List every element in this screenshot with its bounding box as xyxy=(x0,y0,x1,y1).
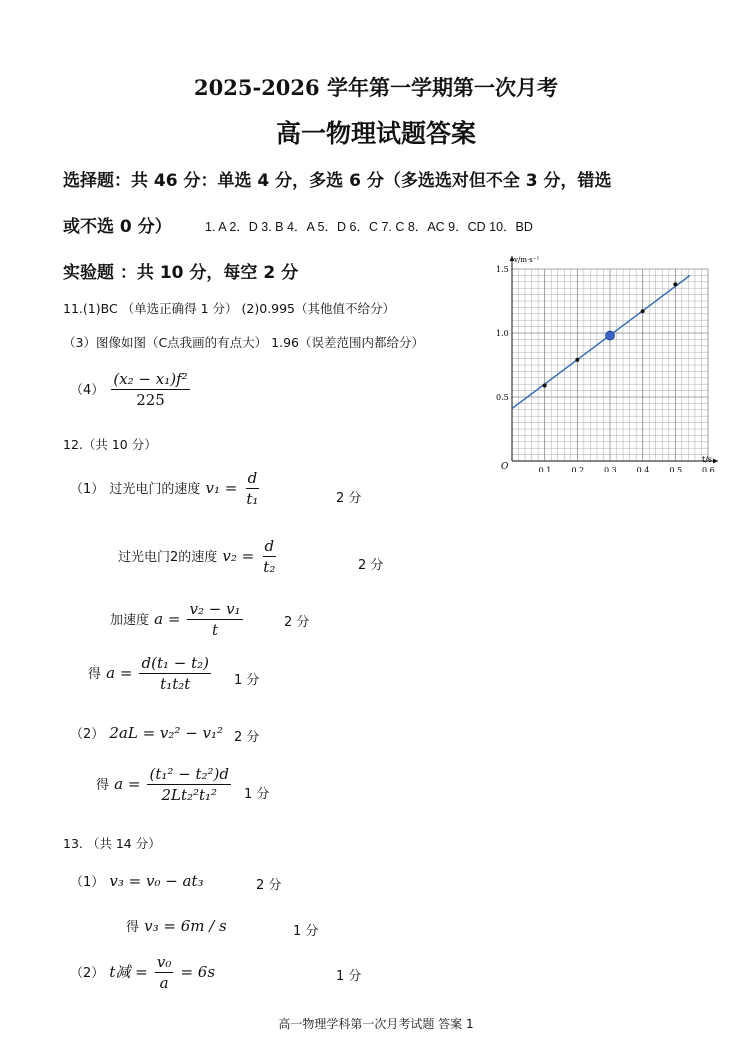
choice-answers: 1. A 2．D 3. B 4．A 5．D 6．C 7. C 8．AC 9．CD 10．BD xyxy=(205,220,533,234)
fit-line xyxy=(512,275,690,408)
q12-part6-lhs: a = xyxy=(114,775,141,793)
answer-title: 高一物理试题答案 xyxy=(275,119,476,148)
q11-part4-denominator: 225 xyxy=(136,391,165,409)
q12-part4-text: 得 xyxy=(88,667,102,682)
q12-part4-denominator: t₁t₂t xyxy=(160,675,191,693)
q12-part2-score: 2 分 xyxy=(358,558,384,573)
x-tick-label: 0.1 xyxy=(538,466,552,472)
q12-part6-denominator: 2Lt₂²t₁² xyxy=(161,786,218,804)
q12-part1-denominator: t₁ xyxy=(246,490,259,508)
x-tick-label: 0.5 xyxy=(669,466,683,472)
q12-part6-numerator: (t₁² − t₂²)d xyxy=(149,765,230,783)
choice-heading-line2: 或不选 0 分） xyxy=(63,217,172,237)
q11-part4-label: （4） xyxy=(70,383,105,398)
q11-line2: （3）图像如图（C点我画的有点大） 1.96（误差范围内都给分） xyxy=(63,335,424,350)
q12-part6-score: 1 分 xyxy=(244,787,270,802)
q12-part6 xyxy=(96,765,233,804)
q12-part1-lhs: v₁ = xyxy=(205,479,238,497)
x-tick-label: 0.4 xyxy=(636,466,650,472)
q12-part1 xyxy=(70,469,262,508)
q12-part2-fraction xyxy=(261,537,277,576)
x-axis-arrow xyxy=(713,459,718,464)
q13-part3-lhs: t减 = xyxy=(109,963,148,981)
q12-part2-lhs: v₂ = xyxy=(222,547,255,565)
q13-part2-equation: v₃ = 6m / s xyxy=(144,917,227,935)
q12-part1-fraction xyxy=(244,469,260,508)
data-point xyxy=(575,358,579,362)
q13-part2 xyxy=(126,916,227,935)
x-axis-label: t/s xyxy=(702,455,713,464)
q13-part3-label: （2） xyxy=(70,966,105,981)
q12-part4-fraction xyxy=(139,654,211,693)
chart-axes xyxy=(510,256,719,464)
q12-part4-lhs: a = xyxy=(106,664,133,682)
q13-part3-rhs: = 6s xyxy=(180,963,216,981)
q12-part3-score: 2 分 xyxy=(284,615,310,630)
q12-part6-text: 得 xyxy=(96,778,110,793)
q12-part1-score: 2 分 xyxy=(336,491,362,506)
q12-heading: 12.（共 10 分） xyxy=(63,437,157,452)
data-point xyxy=(543,383,547,387)
q12-part1-numerator: d xyxy=(247,469,258,487)
q13-part3-numerator: v₀ xyxy=(156,953,172,971)
q13-part1-label: （1） xyxy=(70,875,105,890)
y-tick-label: 0.5 xyxy=(496,393,509,402)
q12-part5-equation: 2aL = v₂² − v₁² xyxy=(109,724,224,742)
data-point-highlight xyxy=(606,331,615,340)
q12-part6-fraction xyxy=(147,765,231,804)
q12-part3-denominator: t xyxy=(212,621,219,639)
q13-part1-equation: v₃ = v₀ − at₃ xyxy=(109,872,204,890)
q12-part5-score: 2 分 xyxy=(234,730,260,745)
q13-part3-score: 1 分 xyxy=(336,969,362,984)
experiment-heading: 实验题 ：共 10 分，每空 2 分 xyxy=(63,263,299,283)
y-axis-label: v/m·s⁻¹ xyxy=(514,256,540,264)
y-tick-label: 1.5 xyxy=(496,265,509,274)
q12-part3-lhs: a = xyxy=(154,610,181,628)
q12-part3 xyxy=(110,600,245,639)
data-point xyxy=(641,309,645,313)
q11-line1: 11.(1)BC （单选正确得 1 分） (2)0.995（其他值不给分） xyxy=(63,301,396,316)
q13-part3 xyxy=(70,953,215,992)
chart-grid xyxy=(512,269,708,461)
q13-part1-score: 2 分 xyxy=(256,878,282,893)
exam-title: 2025-2026 学年第一学期第一次月考 xyxy=(194,75,558,100)
x-tick-label: 0.2 xyxy=(571,466,585,472)
q12-part4-score: 1 分 xyxy=(234,673,260,688)
q13-part3-fraction xyxy=(155,953,174,992)
q12-part2-text: 过光电门2的速度 xyxy=(118,550,218,565)
q12-part4 xyxy=(88,654,213,693)
q12-part1-label: （1） xyxy=(70,482,105,497)
q13-heading: 13. （共 14 分） xyxy=(63,836,161,851)
q13-part1 xyxy=(70,871,204,890)
x-tick-label: 0.6 xyxy=(702,466,715,472)
q11-part4 xyxy=(70,370,192,409)
page-footer: 高一物理学科第一次月考试题 答案 1 xyxy=(278,1017,474,1031)
q13-part2-score: 1 分 xyxy=(293,924,319,939)
q12-part3-fraction xyxy=(187,600,242,639)
q11-part4-fraction xyxy=(111,370,189,409)
q12-part5-label: （2） xyxy=(70,727,105,742)
q13-part3-denominator: a xyxy=(159,974,169,992)
choice-heading-line1: 选择题：共 46 分：单选 4 分，多选 6 分（多选选对但不全 3 分，错选 xyxy=(63,171,612,191)
q12-part2 xyxy=(118,537,279,576)
q11-part4-numerator: (x₂ − x₁)f² xyxy=(113,370,188,388)
y-tick-label: 1.0 xyxy=(496,329,509,338)
q12-part5 xyxy=(70,723,223,742)
origin-label: O xyxy=(501,462,509,472)
q13-part2-text: 得 xyxy=(126,920,140,935)
q12-part3-text: 加速度 xyxy=(110,613,150,628)
q12-part2-numerator: d xyxy=(264,537,275,555)
data-point xyxy=(673,282,677,286)
x-tick-label: 0.3 xyxy=(604,466,617,472)
q12-part2-denominator: t₂ xyxy=(263,558,276,576)
velocity-time-chart xyxy=(492,250,722,472)
q12-part4-numerator: d(t₁ − t₂) xyxy=(141,654,209,672)
q12-part1-text: 过光电门的速度 xyxy=(109,482,201,497)
q12-part3-numerator: v₂ − v₁ xyxy=(189,600,241,618)
